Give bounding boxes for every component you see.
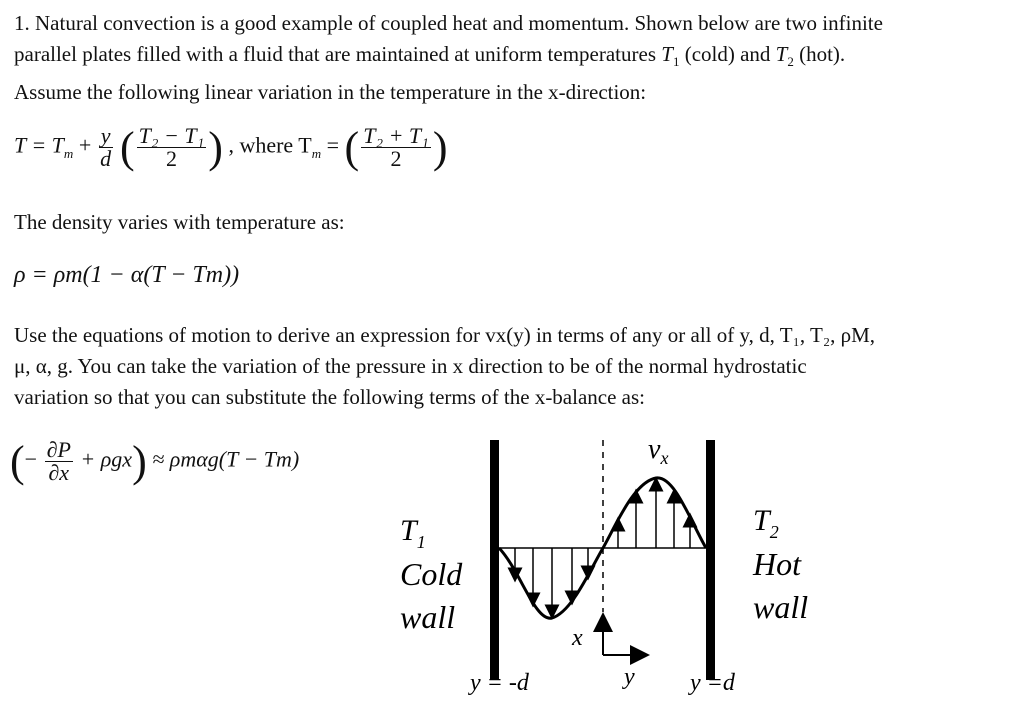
- cold-wall: [490, 440, 499, 680]
- right-wall-position: y =d: [690, 670, 735, 696]
- left-wall-position: y = -d: [470, 670, 529, 696]
- cold-label: Cold: [400, 556, 463, 592]
- hot-wall: [706, 440, 715, 680]
- hot-label: Hot: [753, 546, 801, 582]
- motion-line-1: Use the equations of motion to derive an expression for vx(y) in terms of any or all of y, d, T₁, T₂, ρM,: [14, 323, 876, 347]
- temperature-equation: $T = T_m$ + $\frac{y}{d}$ ( $\frac{\text{T₂ − T₁}}{2}$ ) , where $T_m$ = ( $\frac{\text{T₂ + T₁}}{2}$ ): [14, 123, 448, 172]
- balance-equation: (− $\frac{\partial P}{\partial x}$ + ρgx) ≈ ρmαg(T − Tm): [10, 437, 300, 486]
- motion-line-3: variation so that you can substitute the following terms of the x-balance as:: [14, 385, 646, 409]
- motion-line-2: μ, α, g. You can take the variation of the pressure in x direction to be of the normal hydrostatic: [14, 354, 807, 378]
- wall-label-left: wall: [400, 599, 456, 635]
- cold-T1-label: $T_1$: [400, 514, 426, 552]
- intro-line-3: Assume the following linear variation in the temperature in the x-direction:: [14, 80, 647, 105]
- intro-line-2: parallel plates filled with a fluid that are maintained at uniform temperatures $T_1$ (cold) and $T_2$ (hot).: [14, 42, 846, 70]
- x-axis-label: x: [572, 625, 583, 651]
- wall-label-right: wall: [753, 589, 809, 625]
- y-axis-label: y: [624, 664, 635, 690]
- density-text: The density varies with temperature as:: [14, 210, 345, 234]
- density-equation: ρ = ρm(1 − α(T − Tm)): [14, 262, 240, 288]
- hot-T2-label: $T_2$: [753, 504, 779, 542]
- vx-label: $v_x$: [648, 434, 669, 468]
- intro-line-1: 1. Natural convection is a good example of coupled heat and momentum. Shown below are two infinite: [14, 11, 883, 35]
